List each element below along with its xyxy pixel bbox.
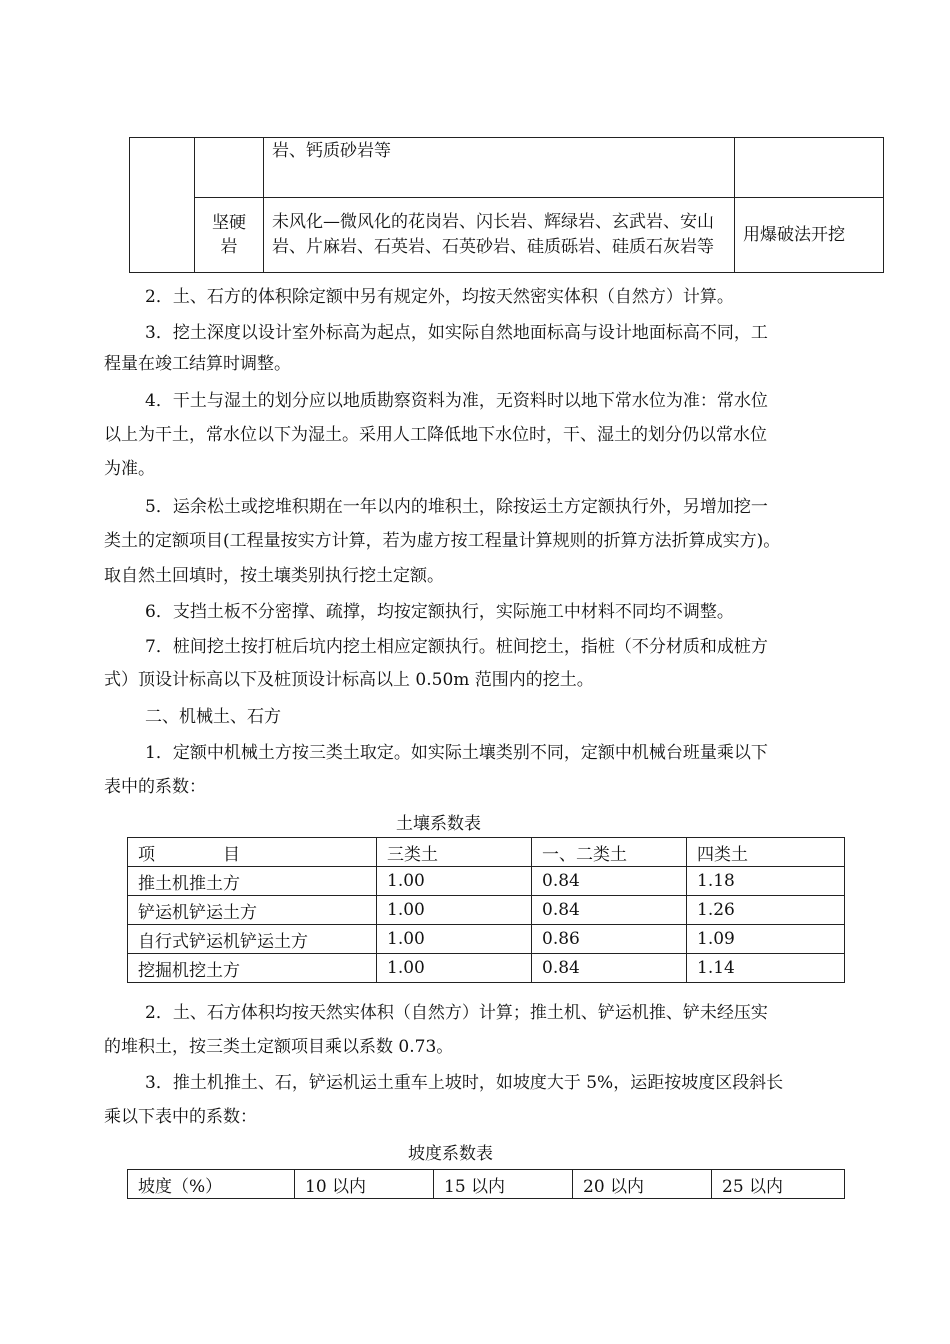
header-cell: 15 以内 (434, 1170, 573, 1199)
table-cell: 1.00 (377, 867, 532, 896)
table-cell: 0.84 (532, 896, 687, 925)
table-row (128, 896, 845, 925)
header-cell: 项 目 (128, 838, 377, 867)
soil-coefficient-table (127, 837, 845, 983)
rock-classification-table (129, 137, 884, 273)
paragraph-4-line-3: 为准。 (104, 459, 155, 479)
paragraph-7-line-2: 式）顶设计标高以下及桩顶设计标高以上 0.50m 范围内的挖土。 (104, 670, 594, 690)
table-cell: 挖掘机挖土方 (128, 954, 377, 983)
machine-paragraph-1-line-1: 1．定额中机械土方按三类土取定。如实际土壤类别不同，定额中机械台班量乘以下 (145, 743, 768, 763)
table-cell: 1.18 (687, 867, 845, 896)
table-cell: 1.09 (687, 925, 845, 954)
soil-table-caption: 土壤系数表 (396, 814, 481, 834)
table-cell: 1.26 (687, 896, 845, 925)
paragraph-4-line-1: 4．干土与湿土的划分应以地质勘察资料为准，无资料时以地下常水位为准：常水位 (145, 391, 768, 411)
paragraph-2: 2．土、石方的体积除定额中另有规定外，均按天然密实体积（自然方）计算。 (145, 287, 734, 307)
header-cell: 10 以内 (295, 1170, 434, 1199)
rock-class-cell (130, 138, 195, 273)
table-cell: 1.00 (377, 954, 532, 983)
header-cell: 一、二类土 (532, 838, 687, 867)
table-cell: 0.84 (532, 954, 687, 983)
table-row (128, 954, 845, 983)
rock-category-cell (195, 198, 264, 273)
paragraph-6: 6．支挡土板不分密撑、疏撑，均按定额执行，实际施工中材料不同均不调整。 (145, 602, 734, 622)
table-header-row (128, 838, 845, 867)
table-cell: 1.00 (377, 925, 532, 954)
rock-category-cell (195, 138, 264, 198)
table-row (128, 867, 845, 896)
paragraph-5-line-3: 取自然土回填时，按土壤类别执行挖土定额。 (104, 566, 444, 586)
table-row (130, 198, 884, 273)
table-cell: 铲运机铲运土方 (128, 896, 377, 925)
slope-table-caption: 坡度系数表 (408, 1144, 493, 1164)
paragraph-5-line-2: 类土的定额项目(工程量按实方计算，若为虚方按工程量计算规则的折算方法折算成实方)。 (104, 531, 781, 551)
rock-category-label: 坚硬岩 (212, 213, 246, 257)
slope-coefficient-table (127, 1169, 845, 1199)
rock-desc-cell: 未风化—微风化的花岗岩、闪长岩、辉绿岩、玄武岩、安山岩、片麻岩、石英岩、石英砂岩、硅质砾岩、硅质石灰岩等 (264, 198, 735, 273)
paragraph-5-line-1: 5．运余松土或挖堆积期在一年以内的堆积土，除按运土方定额执行外，另增加挖一 (145, 497, 768, 517)
rock-desc-cell: 岩、钙质砂岩等 (264, 138, 735, 198)
paragraph-3-line-2: 程量在竣工结算时调整。 (104, 354, 291, 374)
paragraph-3-line-1: 3．挖土深度以设计室外标高为起点，如实际自然地面标高与设计地面标高不同，工 (145, 323, 768, 343)
header-cell: 20 以内 (573, 1170, 712, 1199)
header-cell: 三类土 (377, 838, 532, 867)
machine-paragraph-2-line-1: 2．土、石方体积均按天然实体积（自然方）计算；推土机、铲运机推、铲未经压实 (145, 1003, 768, 1023)
table-header-row (128, 1170, 845, 1199)
rock-method-cell: 用爆破法开挖 (735, 198, 884, 273)
table-cell: 推土机推土方 (128, 867, 377, 896)
section-heading-2: 二、机械土、石方 (145, 707, 281, 727)
rock-method-cell (735, 138, 884, 198)
header-cell: 四类土 (687, 838, 845, 867)
table-cell: 1.14 (687, 954, 845, 983)
machine-paragraph-3-line-1: 3．推土机推土、石，铲运机运土重车上坡时，如坡度大于 5%，运距按坡度区段斜长 (145, 1073, 784, 1093)
machine-paragraph-1-line-2: 表中的系数： (104, 777, 206, 797)
table-cell: 自行式铲运机铲运土方 (128, 925, 377, 954)
paragraph-4-line-2: 以上为干土，常水位以下为湿土。采用人工降低地下水位时，干、湿土的划分仍以常水位 (104, 425, 767, 445)
paragraph-7-line-1: 7．桩间挖土按打桩后坑内挖土相应定额执行。桩间挖土，指桩（不分材质和成桩方 (145, 637, 768, 657)
table-cell: 0.84 (532, 867, 687, 896)
table-row (130, 138, 884, 198)
header-cell: 25 以内 (712, 1170, 845, 1199)
machine-paragraph-3-line-2: 乘以下表中的系数： (104, 1107, 257, 1127)
table-cell: 0.86 (532, 925, 687, 954)
header-cell: 坡度（%） (128, 1170, 295, 1199)
table-row (128, 925, 845, 954)
machine-paragraph-2-line-2: 的堆积土，按三类土定额项目乘以系数 0.73。 (104, 1037, 454, 1057)
table-cell: 1.00 (377, 896, 532, 925)
